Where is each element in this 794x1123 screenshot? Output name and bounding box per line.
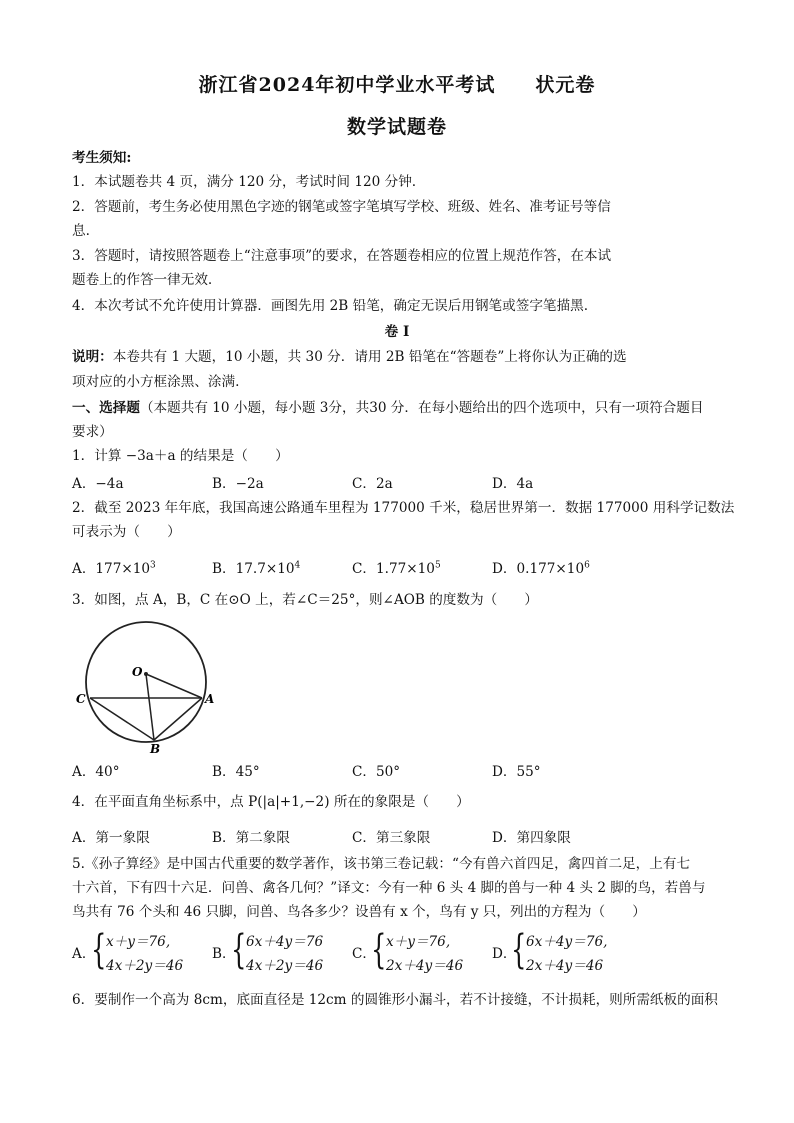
q5-option-b (212, 928, 352, 974)
circle-o (86, 622, 206, 742)
notice-item-4: 4．本次考试不允许使用计算器．画图先用 2B 铅笔，确定无误后用钢笔或签字笔描黑. (72, 298, 589, 314)
label-c: C (76, 692, 86, 706)
segment-ob (146, 674, 154, 740)
q5-option-b-eq1: 6x＋4y＝76 (246, 934, 324, 950)
q4-option-a: A．第一象限 (72, 830, 150, 846)
section-text: （本题共有 10 小题，每小题 3分，共30 分．在每小题给出的四个选项中，只有一项符合题目 (139, 400, 704, 416)
q2-option-c-text: C．1.77×10 (352, 561, 435, 577)
q2-option-a (72, 557, 156, 577)
q5-stem-cont-1: 十六首，下有四十六足．问兽、禽各几何？”译文：今有一种 6 头 4 脚的兽与一种 4 头 2 脚的鸟，若兽与 (72, 880, 706, 896)
q2-option-c (352, 557, 441, 577)
q2-option-b (212, 557, 300, 577)
segment-oa (146, 674, 202, 698)
q3-circle-figure (72, 614, 222, 754)
q5-stem: 5.《孙子算经》是中国古代重要的数学著作，该书第三卷记载：“今有兽六首四足，禽四首二足，上有七 (72, 856, 691, 872)
q4-option-c: C．第三象限 (352, 830, 431, 846)
q2-option-d-exp: 6 (584, 560, 590, 571)
section-heading (72, 396, 703, 420)
part1-note (72, 345, 627, 369)
q5-option-b-label: B． (212, 946, 236, 962)
q5-option-d-eq1: 6x＋4y＝76, (526, 934, 608, 950)
q6-stem: 6．要制作一个高为 8cm，底面直径是 12cm 的圆锥形小漏斗，若不计接缝，不计损耗，则所需纸板的面积 (72, 992, 718, 1008)
q2-option-d-text: D．0.177×10 (492, 561, 585, 577)
q2-option-a-text: A．177×10 (72, 561, 151, 577)
label-b: B (150, 742, 161, 754)
q2-option-d (492, 557, 590, 577)
q1-option-a: A．−4a (72, 476, 124, 492)
label-o: O (132, 665, 143, 679)
q2-stem-cont: 可表示为（ ） (72, 524, 181, 540)
q3-stem: 3．如图，点 A，B，C 在⊙O 上，若∠C＝25°，则∠AOB 的度数为（ ） (72, 592, 538, 608)
q5-option-c-label: C． (352, 946, 376, 962)
q1-option-c: C．2a (352, 476, 393, 492)
part1-note-cont: 项对应的小方框涂黑、涂满. (72, 374, 240, 390)
q4-stem: 4．在平面直角坐标系中，点 P(|a|+1,−2) 所在的象限是（ ） (72, 794, 470, 810)
q5-option-d (492, 928, 642, 974)
section-label: 一、选择题 (72, 400, 140, 416)
q5-option-b-eq2: 4x＋2y＝46 (246, 958, 324, 974)
center-point (144, 672, 148, 676)
q4-option-d: D．第四象限 (492, 830, 571, 846)
q3-option-c: C．50° (352, 764, 401, 780)
q3-option-d: D．55° (492, 764, 541, 780)
q2-option-b-exp: 4 (294, 560, 301, 571)
q5-option-d-label: D． (492, 946, 517, 962)
q1-option-b: B．−2a (212, 476, 264, 492)
brace-icon: { (371, 927, 387, 973)
q1-stem: 1．计算 −3a＋a 的结果是（ ） (72, 448, 289, 464)
q3-option-a: A．40° (72, 764, 120, 780)
section-text-cont: 要求） (72, 424, 113, 440)
brace-icon: { (91, 927, 107, 973)
q2-option-c-exp: 5 (434, 560, 441, 571)
notice-item-2-cont: 息. (72, 223, 90, 239)
exam-subtitle: 数学试题卷 (346, 116, 447, 138)
q4-option-b: B．第二象限 (212, 830, 290, 846)
part1-heading: 卷 I (384, 324, 410, 340)
label-a: A (205, 692, 215, 706)
exam-title: 浙江省2024年初中学业水平考试 状元卷 (198, 74, 596, 96)
q5-option-a-label: A． (72, 946, 96, 962)
notice-heading: 考生须知: (72, 150, 132, 166)
brace-icon: { (511, 927, 527, 973)
q5-option-a-eq1: x＋y＝76, (106, 934, 171, 950)
q5-option-c-eq1: x＋y＝76, (386, 934, 451, 950)
part1-note-text: 本卷共有 1 大题，10 小题，共 30 分．请用 2B 铅笔在“答题卷”上将你认为正确的选 (112, 349, 627, 365)
brace-icon: { (231, 927, 247, 973)
notice-item-2: 2．答题前，考生务必使用黑色字迹的钢笔或签字笔填写学校、班级、姓名、准考证号等信 (72, 199, 611, 215)
part1-note-label: 说明： (72, 349, 113, 365)
q5-option-a (72, 928, 212, 974)
q2-option-b-text: B．17.7×10 (212, 561, 295, 577)
q2-option-a-exp: 3 (150, 560, 156, 571)
notice-item-1: 1．本试题卷共 4 页，满分 120 分，考试时间 120 分钟. (72, 174, 417, 190)
q2-stem: 2．截至 2023 年年底，我国高速公路通车里程为 177000 千米，稳居世界第一．数据 177000 用科学记数法 (72, 500, 735, 516)
q5-option-a-eq2: 4x＋2y＝46 (106, 958, 184, 974)
q5-option-c-eq2: 2x＋4y＝46 (386, 958, 464, 974)
q5-option-c (352, 928, 492, 974)
notice-item-3: 3．答题时，请按照答题卷上“注意事项”的要求，在答题卷相应的位置上规范作答，在本试 (72, 248, 612, 264)
q3-option-b: B．45° (212, 764, 260, 780)
q1-option-d: D．4a (492, 476, 534, 492)
notice-item-3-cont: 题卷上的作答一律无效. (72, 272, 213, 288)
q5-stem-cont-2: 鸟共有 76 个头和 46 只脚，问兽、鸟各多少？设兽有 x 个，鸟有 y 只，列出的方程为（ ） (72, 904, 646, 920)
q5-option-d-eq2: 2x＋4y＝46 (526, 958, 604, 974)
